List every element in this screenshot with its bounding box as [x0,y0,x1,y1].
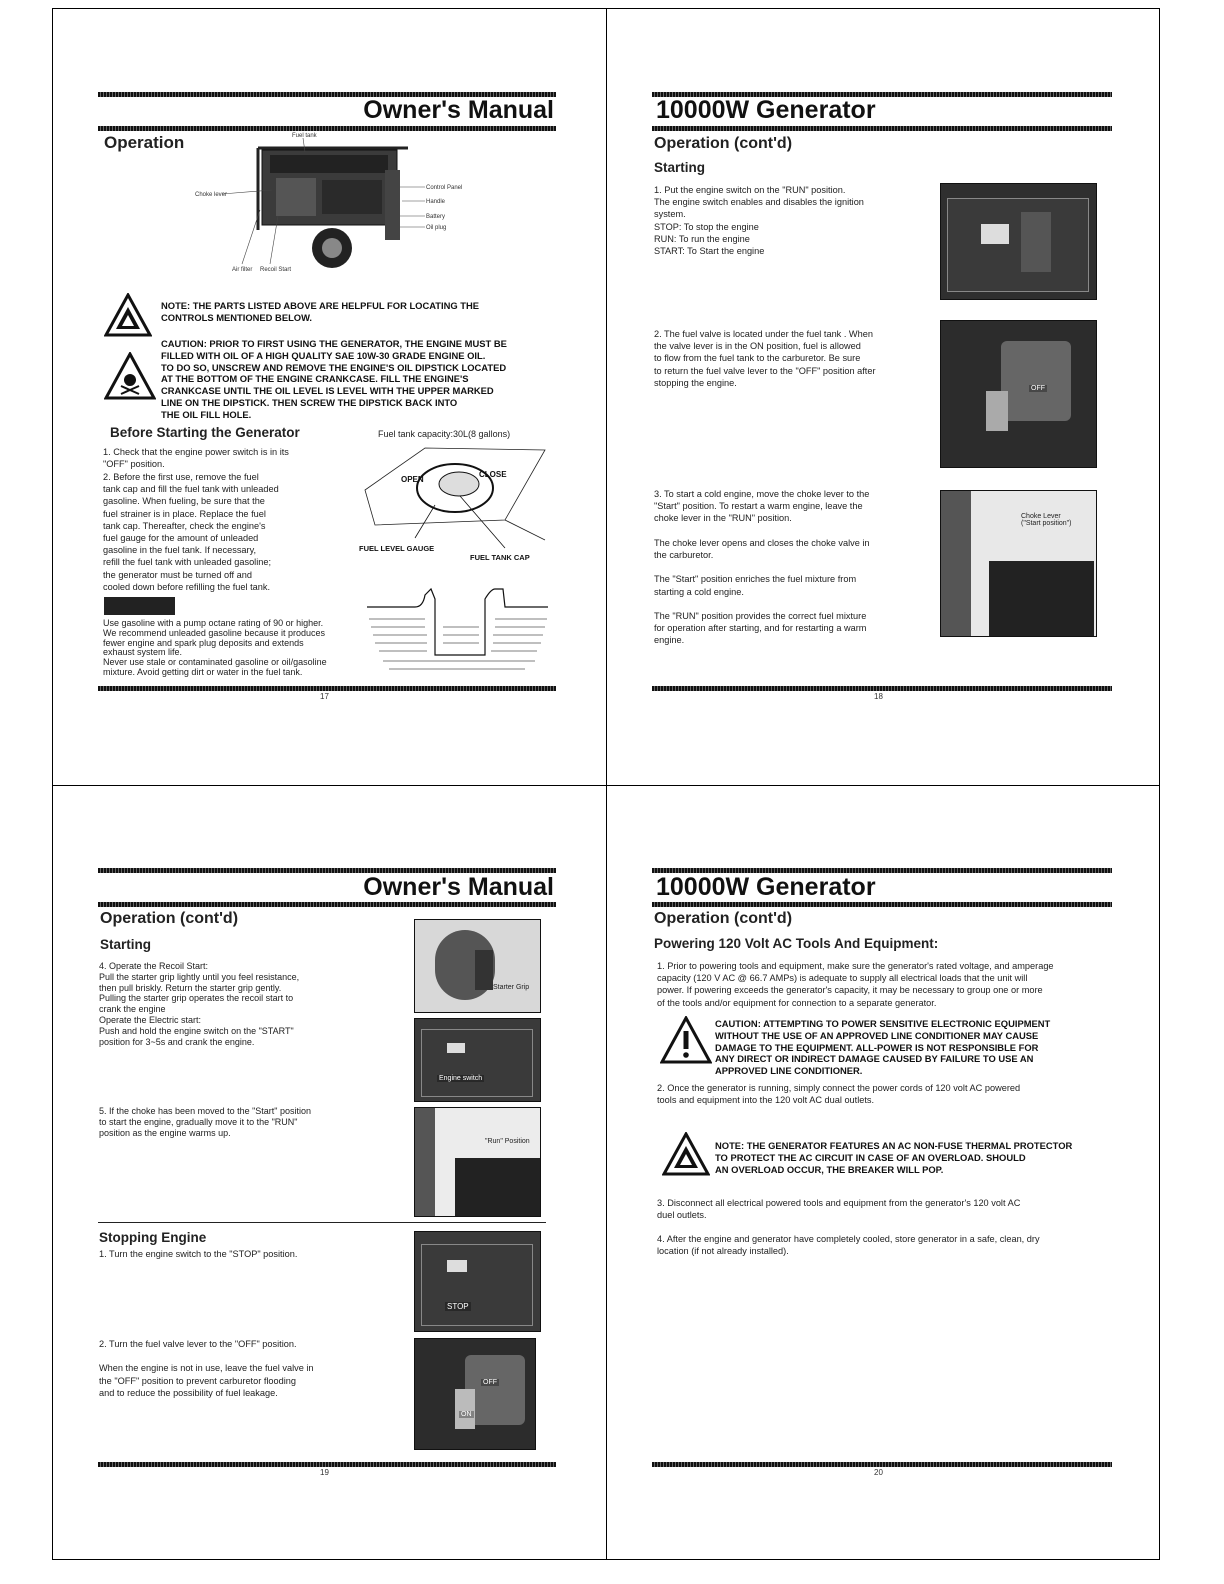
step-4: 4. After the engine and generator have completely cooled, store generator in a safe, clean, dry location (if not already installed). [657,1234,1040,1257]
footer-rule [652,1462,1112,1467]
horizontal-divider [52,785,1160,786]
open-label: OPEN [401,475,424,484]
fuel-level-gauge-label: FUEL LEVEL GAUGE [359,544,435,553]
footer-rule [652,686,1112,691]
on-label: ON [461,1411,472,1418]
step-2: 2. The fuel valve is located under the fuel tank . When the valve lever is in the ON position, fuel is allowed to flow from the fuel tank to the carburetor. Be sure to return the fuel valve lever to the "OFF" position after stopping the engine. [654,329,876,388]
subheading: Starting [100,937,152,952]
step-3: 3. To start a cold engine, move the choke lever to the "Start" position. To restart a warm engine, leave the choke lever in the "RUN" position. The choke lever opens and closes the choke valve in the carburetor. The "Start" position enriches the fuel mixture from starting a cold engine. The "RUN" position provides the correct fuel mixture for operation after starting, and for restarting a warm engine. [654,489,870,646]
off-label: OFF [483,1379,497,1386]
engine-switch-label: Engine switch [439,1075,483,1082]
starter-grip-photo [414,919,541,1013]
battery-label: Battery [426,214,446,220]
fuel-valve-off-photo [414,1338,536,1450]
step-1: 1. Prior to powering tools and equipment, make sure the generator's rated voltage, and amperage capacity (120 V AC @ 66.7 AMPs) is adequate to supply all electrical loads that the unit will power. If powering exceeds the generator's capacity, it may be necessary to group one or more of the tools and/or equipment for connection to a separate generator. [657,961,1054,1008]
subheading: Powering 120 Volt AC Tools And Equipment: [654,936,939,951]
generator-illustration [258,148,408,268]
step-5: 5. If the choke has been moved to the "Start" position to start the engine, gradually move it to the "RUN" position as the engine warms up. [99,1106,312,1138]
section-title: Operation [104,133,185,152]
warning-triangle-icon [104,293,152,337]
footer-rule [98,686,556,691]
oil-plug-label: Oil plug [426,225,447,231]
tank-level-diagram [365,585,550,680]
control-panel-label: Control Panel [426,185,463,191]
poison-warning-icon [104,352,156,400]
subheading: Starting [654,160,706,175]
step-1: 1. Put the engine switch on the "RUN" position. The engine switch enables and disables the ignition system. STOP: To stop the engine RUN: To run the engine START: To Start the engine [654,185,864,257]
warning-triangle-icon [662,1132,710,1176]
stop-label: STOP [447,1302,469,1311]
step-3: 3. Disconnect all electrical powered tools and equipment from the generator's 120 volt AC duel outlets. [657,1198,1021,1221]
caution-text: CAUTION: PRIOR TO FIRST USING THE GENERATOR, THE ENGINE MUST BE FILLED WITH OIL OF A HIGH QUALITY SAE 10W-30 GRADE ENGINE OIL. TO DO SO, UNSCREW AND REMOVE THE ENGINE'S OIL DIPSTICK LOCATED AT THE BOTTOM OF THE ENGINE CRANKCASE. FILL THE ENGINE'S CRANKCASE UNTIL THE OIL LEVEL IS LEVEL WITH THE UPPER MARKED LINE ON THE DIPSTICK. THEN SCREW THE DIPSTICK BACK INTO THE OIL FILL HOLE. [161,338,507,420]
page-number: 20 [874,1468,883,1477]
section-title: Operation (cont'd) [100,910,239,927]
page-number: 18 [874,692,883,701]
gasoline-note: Use gasoline with a pump octane rating of 90 or higher. We recommend unleaded gasoline because it produces fewer engine and spark plug deposits and extends exhaust system life. Never use stale or contaminated gasoline or oil/gasoline mixture. Avoid getting dirt or water in the fuel tank. [103,618,327,677]
header-rule [652,902,1112,907]
page-number: 19 [320,1468,329,1477]
section-rule [98,1222,546,1223]
run-position-photo [414,1107,541,1217]
header-rule [652,126,1112,131]
recoil-start-label: Recoil Start [260,267,292,273]
stop-switch-photo [414,1231,541,1332]
engine-switch-photo [414,1018,541,1102]
page-header: 10000W Generator [656,96,876,124]
air-filter-label: Air filter [232,267,253,273]
handle-label: Handle [426,199,446,205]
stopping-heading: Stopping Engine [99,1230,207,1245]
subheading: Before Starting the Generator [110,425,300,440]
run-position-label: "Run" Position [485,1138,530,1145]
fuel-cap-diagram [355,440,550,570]
page-header: Owner's Manual [363,873,554,901]
choke-lever-photo [940,490,1097,637]
stop-step-1: 1. Turn the engine switch to the "STOP" position. [99,1249,298,1259]
note-text: NOTE: THE GENERATOR FEATURES AN AC NON-FUSE THERMAL PROTECTOR TO PROTECT THE AC CIRCUIT IN CASE OF AN OVERLOAD. SHOULD AN OVERLOAD OCCUR, THE BREAKER WILL POP. [715,1140,1073,1175]
fuel-tank-label: Fuel tank [292,133,317,139]
fuel-valve-photo [940,320,1097,468]
caution-text: CAUTION: ATTEMPTING TO POWER SENSITIVE ELECTRONIC EQUIPMENT WITHOUT THE USE OF AN APPROVED LINE CONDITIONER MAY CAUSE DAMAGE TO THE EQUIPMENT. ALL-POWER IS NOT RESPONSIBLE FOR ANY DIRECT OR INDIRECT DAMAGE CAUSED BY FAILURE TO USE AN APPROVED LINE CONDITIONER. [715,1018,1051,1077]
header-rule [98,902,556,907]
page-header: 10000W Generator [656,873,876,901]
caution-triangle-icon [660,1016,712,1064]
step-1: 1. Check that the engine power switch is in its "OFF" position. [103,447,289,470]
starter-grip-label: Starter Grip [493,984,530,991]
step-2: 2. Before the first use, remove the fuel tank cap and fill the fuel tank with unleaded gasoline. When fueling, be sure that the fuel strainer is in place. Replace the fuel tank cap. Thereafter, check the engine's fuel gauge for the amount of unleaded gasoline in the fuel tank. If necessary, refill the fuel tank with unleaded gasoline; the generator must be turned off and cooled down before refilling the fuel tank. [103,472,279,592]
note-text: NOTE: THE PARTS LISTED ABOVE ARE HELPFUL FOR LOCATING THE CONTROLS MENTIONED BELOW. [161,300,480,323]
choke-lever-label: Choke lever [195,192,228,198]
section-title: Operation (cont'd) [654,135,793,152]
fuel-tank-cap-label: FUEL TANK CAP [470,553,530,562]
page-number: 17 [320,692,329,701]
close-label: CLOSE [479,470,507,479]
section-title: Operation (cont'd) [654,910,793,927]
control-panel-photo [940,183,1097,300]
fuel-capacity: Fuel tank capacity:30L(8 gallons) [378,429,511,439]
page-header: Owner's Manual [363,96,554,124]
generator-diagram [170,130,470,275]
step-4: 4. Operate the Recoil Start: Pull the starter grip lightly until you feel resistance, then pull briskly. Return the starter grip gently. Pulling the starter grip operates the recoil start to crank the engine Operate the Electric start: Push and hold the engine switch on the "START" position for 3~5s and crank the engine. [99,961,300,1047]
choke-lever-label: Choke Lever ("Start position") [1021,513,1072,527]
warning-bar [104,597,175,615]
footer-rule [98,1462,556,1467]
vertical-divider [606,8,607,1560]
step-2: 2. Once the generator is running, simply connect the power cords of 120 volt AC powered tools and equipment into the 120 volt AC dual outlets. [657,1083,1021,1106]
off-label: OFF [1031,385,1045,392]
stop-step-2: 2. Turn the fuel valve lever to the "OFF" position. When the engine is not in use, leave the fuel valve in the "OFF" position to prevent carburetor flooding and to reduce the possibility of fuel leakage. [99,1339,314,1398]
